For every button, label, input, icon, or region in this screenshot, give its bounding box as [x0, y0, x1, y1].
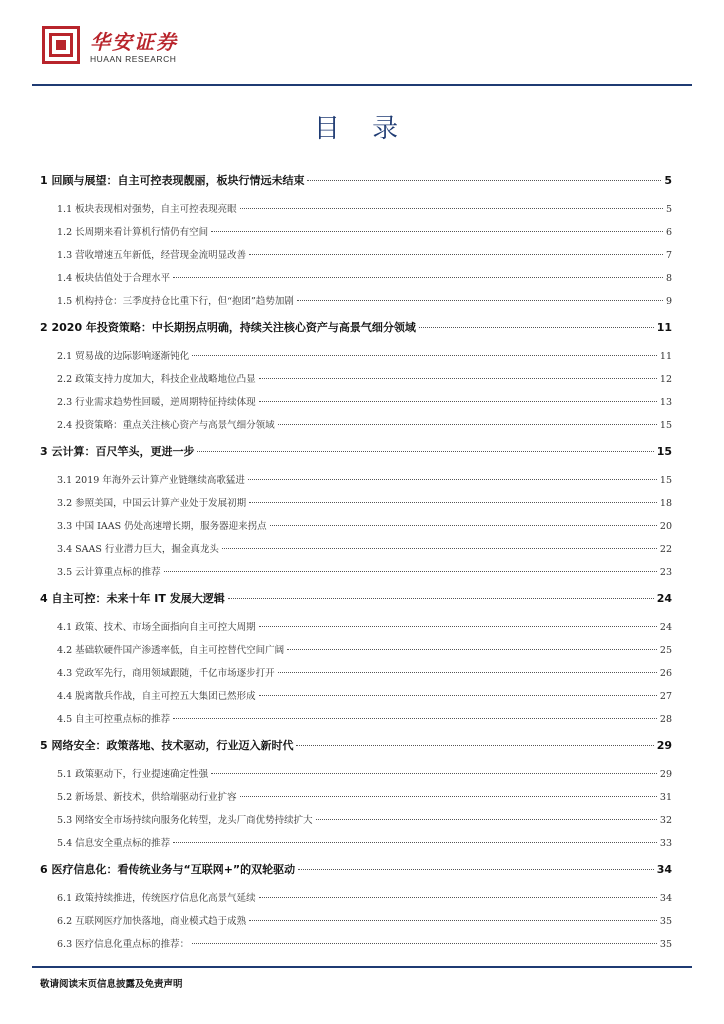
- toc-subsection-entry[interactable]: [40, 541, 672, 555]
- toc-subsection-entry[interactable]: [40, 201, 672, 215]
- toc-entry-label: 6.2 互联网医疗加快落地，商业模式趋于成熟: [57, 916, 247, 927]
- dot-leader: [297, 300, 663, 301]
- toc-subsection-entry[interactable]: [40, 812, 672, 826]
- toc-page-number: 6: [665, 227, 672, 238]
- toc-entry-label: 4.1 政策、技术、市场全面指向自主可控大周期: [57, 622, 256, 633]
- toc-entry-label: 5.2 新场景、新技术，供给端驱动行业扩容: [57, 792, 237, 803]
- toc-subsection-entry[interactable]: [40, 247, 672, 261]
- dot-leader: [211, 773, 657, 774]
- toc-entry-label: 5.3 网络安全市场持续向服务化转型，龙头厂商优势持续扩大: [57, 815, 313, 826]
- toc-page-number: 8: [665, 273, 672, 284]
- table-of-contents: [40, 172, 672, 950]
- toc-page-number: 29: [656, 739, 672, 752]
- toc-subsection-entry[interactable]: [40, 417, 672, 431]
- dot-leader: [419, 327, 654, 328]
- toc-page-number: 32: [659, 815, 672, 826]
- toc-entry-label: 2.2 政策支持力度加大，科技企业战略地位凸显: [57, 374, 256, 385]
- toc-entry-label: 1.4 板块估值处于合理水平: [57, 273, 171, 284]
- toc-entry-label: 6.1 政策持续推进，传统医疗信息化高景气延续: [57, 893, 256, 904]
- dot-leader: [192, 943, 657, 944]
- toc-page-number: 27: [659, 691, 672, 702]
- toc-page-number: 7: [665, 250, 672, 261]
- header-divider: [32, 84, 692, 86]
- toc-subsection-entry[interactable]: [40, 936, 672, 950]
- toc-subsection-entry[interactable]: [40, 913, 672, 927]
- dot-leader: [211, 231, 663, 232]
- toc-entry-label: 4.5 自主可控重点标的推荐: [57, 714, 171, 725]
- dot-leader: [249, 920, 657, 921]
- toc-page-number: 35: [659, 939, 672, 950]
- toc-page-number: 15: [659, 475, 672, 486]
- toc-entry-label: 3.3 中国 IAAS 仍处高速增长期，服务器迎来拐点: [57, 521, 267, 532]
- toc-page-number: 11: [656, 321, 672, 334]
- dot-leader: [259, 695, 657, 696]
- toc-section-entry[interactable]: [40, 319, 672, 335]
- toc-page-number: 13: [659, 397, 672, 408]
- toc-subsection-entry[interactable]: [40, 371, 672, 385]
- toc-subsection-entry[interactable]: [40, 495, 672, 509]
- dot-leader: [173, 277, 663, 278]
- toc-subsection-entry[interactable]: [40, 472, 672, 486]
- toc-entry-label: 2 2020 年投资策略：中长期拐点明确，持续关注核心资产与高景气细分领域: [40, 321, 416, 334]
- dot-leader: [307, 180, 661, 181]
- toc-entry-label: 2.3 行业需求趋势性回暖，逆周期特征持续体现: [57, 397, 256, 408]
- toc-page-number: 29: [659, 769, 672, 780]
- toc-subsection-entry[interactable]: [40, 688, 672, 702]
- toc-subsection-entry[interactable]: [40, 564, 672, 578]
- dot-leader: [259, 401, 657, 402]
- page-header: [32, 26, 692, 86]
- toc-page-number: 18: [659, 498, 672, 509]
- toc-page-number: 15: [659, 420, 672, 431]
- dot-leader: [222, 548, 657, 549]
- toc-subsection-entry[interactable]: [40, 394, 672, 408]
- dot-leader: [173, 842, 657, 843]
- toc-subsection-entry[interactable]: [40, 619, 672, 633]
- toc-entry-label: 3.4 SAAS 行业潜力巨大，掘金真龙头: [57, 544, 219, 555]
- toc-subsection-entry[interactable]: [40, 835, 672, 849]
- toc-page-number: 11: [659, 351, 672, 362]
- dot-leader: [298, 869, 654, 870]
- toc-page-number: 26: [659, 668, 672, 679]
- toc-subsection-entry[interactable]: [40, 270, 672, 284]
- toc-entry-label: 4.2 基础软硬件国产渗透率低，自主可控替代空间广阔: [57, 645, 285, 656]
- toc-page-number: 33: [659, 838, 672, 849]
- toc-section-entry[interactable]: [40, 443, 672, 459]
- dot-leader: [248, 479, 657, 480]
- toc-page-number: 34: [659, 893, 672, 904]
- toc-subsection-entry[interactable]: [40, 293, 672, 307]
- toc-entry-label: 5 网络安全：政策落地、技术驱动，行业迈入新时代: [40, 739, 294, 752]
- dot-leader: [270, 525, 657, 526]
- dot-leader: [173, 718, 657, 719]
- toc-entry-label: 2.4 投资策略：重点关注核心资产与高景气细分领域: [57, 420, 275, 431]
- dot-leader: [228, 598, 654, 599]
- toc-page-number: 5: [665, 204, 672, 215]
- toc-subsection-entry[interactable]: [40, 711, 672, 725]
- dot-leader: [259, 897, 657, 898]
- toc-subsection-entry[interactable]: [40, 348, 672, 362]
- toc-page-number: 9: [665, 296, 672, 307]
- toc-entry-label: 6 医疗信息化：看传统业务与“互联网+”的双轮驱动: [40, 863, 296, 876]
- toc-section-entry[interactable]: [40, 861, 672, 877]
- toc-entry-label: 1.2 长周期来看计算机行情仍有空间: [57, 227, 209, 238]
- brand-name-en: HUAAN RESEARCH: [90, 54, 177, 64]
- dot-leader: [240, 208, 663, 209]
- footer-disclaimer: 敬请阅读末页信息披露及免责声明: [40, 979, 183, 990]
- footer-divider: [32, 966, 692, 968]
- toc-entry-label: 5.1 政策驱动下，行业提速确定性强: [57, 769, 209, 780]
- toc-section-entry[interactable]: [40, 737, 672, 753]
- toc-entry-label: 4.4 脱离散兵作战，自主可控五大集团已然形成: [57, 691, 256, 702]
- toc-entry-label: 1.1 板块表现相对强势，自主可控表现亮眼: [57, 204, 237, 215]
- toc-section-entry[interactable]: [40, 590, 672, 606]
- dot-leader: [278, 672, 657, 673]
- toc-subsection-entry[interactable]: [40, 890, 672, 904]
- dot-leader: [164, 571, 657, 572]
- toc-page-number: 24: [659, 622, 672, 633]
- dot-leader: [240, 796, 657, 797]
- toc-subsection-entry[interactable]: [40, 665, 672, 679]
- toc-page-number: 22: [659, 544, 672, 555]
- dot-leader: [259, 378, 657, 379]
- dot-leader: [296, 745, 653, 746]
- dot-leader: [192, 355, 657, 356]
- toc-entry-label: 5.4 信息安全重点标的推荐: [57, 838, 171, 849]
- toc-subsection-entry[interactable]: [40, 642, 672, 656]
- toc-page-number: 20: [659, 521, 672, 532]
- toc-entry-label: 3.5 云计算重点标的推荐: [57, 567, 161, 578]
- toc-entry-label: 3.1 2019 年海外云计算产业链继续高歌猛进: [57, 475, 245, 486]
- dot-leader: [287, 649, 657, 650]
- dot-leader: [249, 502, 657, 503]
- huaan-logo-icon: [42, 26, 80, 64]
- toc-subsection-entry[interactable]: [40, 766, 672, 780]
- toc-page-number: 34: [656, 863, 672, 876]
- dot-leader: [316, 819, 657, 820]
- toc-entry-label: 4 自主可控：未来十年 IT 发展大逻辑: [40, 592, 225, 605]
- dot-leader: [249, 254, 663, 255]
- toc-subsection-entry[interactable]: [40, 518, 672, 532]
- toc-entry-label: 1.5 机构持仓：三季度持仓比重下行，但“抱团”趋势加剧: [57, 296, 294, 307]
- dot-leader: [197, 451, 653, 452]
- toc-page-number: 15: [656, 445, 672, 458]
- toc-page-number: 31: [659, 792, 672, 803]
- toc-entry-label: 6.3 医疗信息化重点标的推荐：: [57, 939, 190, 950]
- toc-section-entry[interactable]: [40, 172, 672, 188]
- toc-page-number: 12: [659, 374, 672, 385]
- toc-entry-label: 3 云计算：百尺竿头，更进一步: [40, 445, 195, 458]
- toc-subsection-entry[interactable]: [40, 789, 672, 803]
- page-title: 目 录: [313, 114, 411, 144]
- toc-entry-label: 1 回顾与展望：自主可控表现靓丽，板块行情远未结束: [40, 174, 305, 187]
- toc-page-number: 28: [659, 714, 672, 725]
- toc-entry-label: 3.2 参照美国，中国云计算产业处于发展初期: [57, 498, 247, 509]
- toc-subsection-entry[interactable]: [40, 224, 672, 238]
- brand-name-cn: 华安证券: [90, 30, 178, 54]
- toc-entry-label: 4.3 党政军先行，商用领域跟随，千亿市场逐步打开: [57, 668, 275, 679]
- toc-page-number: 25: [659, 645, 672, 656]
- toc-page-number: 35: [659, 916, 672, 927]
- toc-entry-label: 1.3 营收增速五年新低，经营现金流明显改善: [57, 250, 247, 261]
- toc-entry-label: 2.1 贸易战的边际影响逐渐钝化: [57, 351, 190, 362]
- toc-page-number: 24: [656, 592, 672, 605]
- dot-leader: [259, 626, 657, 627]
- dot-leader: [278, 424, 657, 425]
- toc-page-number: 23: [659, 567, 672, 578]
- toc-page-number: 5: [664, 174, 672, 187]
